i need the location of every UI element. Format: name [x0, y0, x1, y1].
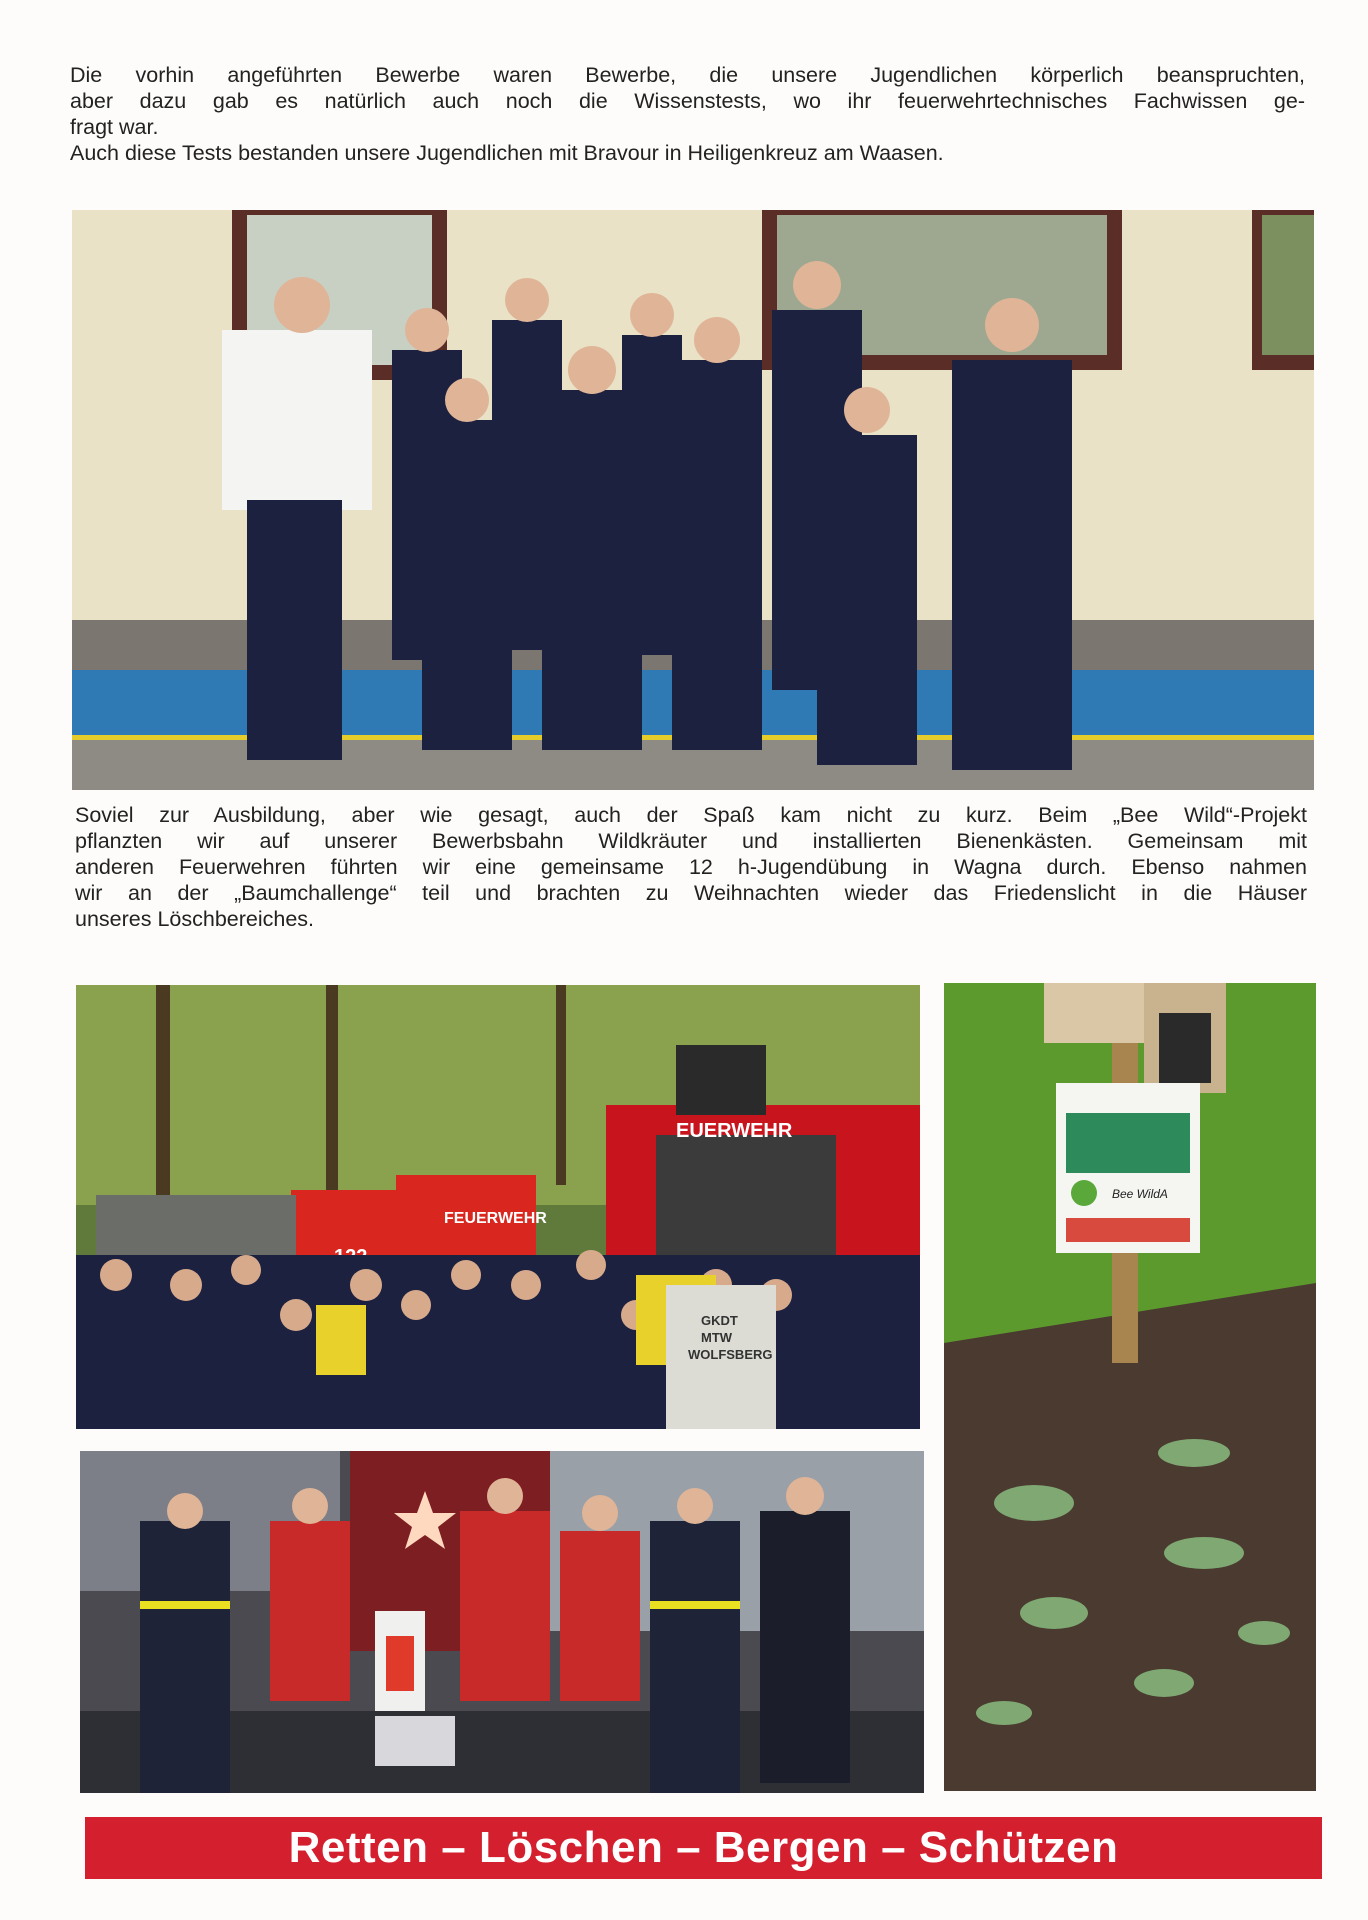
bee-wild-sign-text: Bee WildA — [1112, 1187, 1168, 1201]
peace-light-photo-illustration — [80, 1451, 924, 1793]
youth-exercise-photo-illustration — [76, 985, 920, 1429]
activities-paragraph — [75, 802, 1307, 932]
intro-line: Auch diese Tests bestanden unsere Jugendlichen mit Bravour in Heiligenkreuz am Waasen. — [70, 141, 944, 165]
activities-line: unseres Löschbereiches. — [75, 907, 315, 931]
intro-line: fragt war. — [70, 115, 159, 139]
activities-line: wir an der „Baumchallenge“ teil und brachten zu Weihnachten wieder das Friedenslicht in die Häuser — [75, 881, 1307, 905]
youth-group-photo-illustration — [72, 210, 1314, 790]
youth-group-photo — [72, 210, 1314, 790]
intro-paragraph — [70, 62, 1305, 166]
intro-line: aber dazu gab es natürlich auch noch die Wissenstests, wo ihr feuerwehrtechnisches Fachwissen ge- — [70, 89, 1305, 113]
youth-exercise-photo — [76, 985, 920, 1429]
motto-banner — [85, 1817, 1322, 1879]
truck-lettering: EUERWEHR — [676, 1120, 793, 1142]
intro-line: Die vorhin angeführten Bewerbe waren Bewerbe, die unsere Jugendlichen körperlich beanspruchten, — [70, 63, 1305, 87]
activities-line: Soviel zur Ausbildung, aber wie gesagt, auch der Spaß kam nicht zu kurz. Beim „Bee Wild“-Projekt — [75, 803, 1307, 827]
vest-line: MTW — [701, 1330, 733, 1345]
motto-text: Retten – Löschen – Bergen – Schützen — [288, 1823, 1119, 1872]
bee-wild-photo — [944, 983, 1316, 1791]
peace-light-photo — [80, 1451, 924, 1793]
activities-line: pflanzten wir auf unserer Bewerbsbahn Wildkräuter und installierten Bienenkästen. Gemeinsam mit — [75, 829, 1307, 853]
vehicle-lettering: FEUERWEHR — [444, 1210, 547, 1227]
vest-line: GKDT — [701, 1313, 738, 1328]
bee-wild-photo-illustration — [944, 983, 1316, 1791]
vest-line: WOLFSBERG — [688, 1347, 773, 1362]
activities-line: anderen Feuerwehren führten wir eine gemeinsame 12 h-Jugendübung in Wagna durch. Ebenso nahmen — [75, 855, 1307, 879]
